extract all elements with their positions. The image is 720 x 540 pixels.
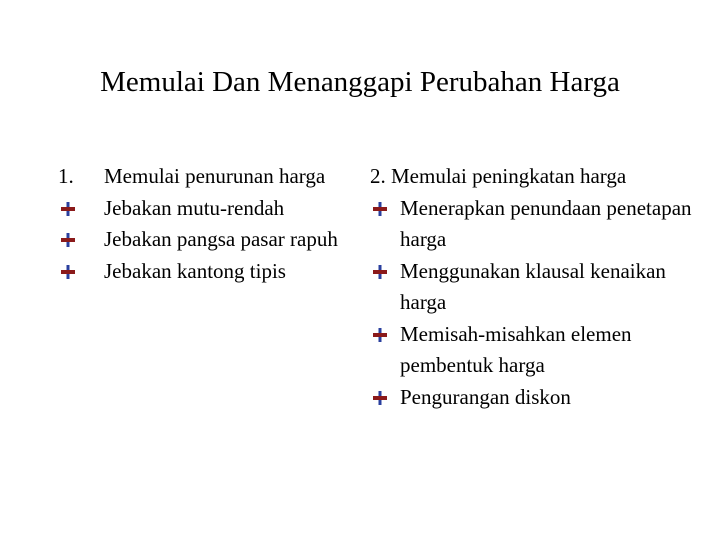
left-bullet-text: Jebakan kantong tipis [104, 258, 286, 283]
left-bullet-item [58, 193, 358, 225]
left-bullet-item [58, 256, 358, 288]
left-bullet-item [58, 224, 358, 256]
right-column [370, 161, 710, 413]
left-bullet-text: Jebakan pangsa pasar rapuh [104, 227, 338, 251]
cross-bullet-icon [61, 233, 75, 247]
right-heading: 2. Memulai peningkatan harga [370, 164, 627, 188]
cross-bullet-icon [373, 328, 387, 342]
right-bullet-item [370, 193, 710, 256]
cross-bullet-icon [373, 265, 387, 279]
right-bullet-item [370, 319, 710, 382]
cross-bullet-icon [61, 202, 75, 216]
right-bullet-text: Memisah-misahkan elemen pembentuk harga [400, 321, 632, 377]
left-column [58, 161, 358, 287]
cross-bullet-icon [373, 202, 387, 216]
right-bullet-text: Pengurangan diskon [400, 384, 571, 409]
cross-bullet-icon [61, 265, 75, 279]
right-bullet-text: Menggunakan klausal kenaikan harga [400, 258, 666, 314]
right-bullet-item [370, 382, 710, 414]
left-heading: Memulai penurunan harga [104, 164, 326, 188]
left-item-number: 1. [58, 164, 74, 188]
cross-bullet-icon [373, 391, 387, 405]
right-bullet-item [370, 256, 710, 319]
right-bullet-text: Menerapkan penundaan penetapan harga [400, 195, 692, 251]
slide-title: Memulai Dan Menanggapi Perubahan Harga [100, 66, 620, 98]
left-bullet-text: Jebakan mutu-rendah [104, 195, 285, 220]
left-numbered-item [58, 161, 358, 193]
